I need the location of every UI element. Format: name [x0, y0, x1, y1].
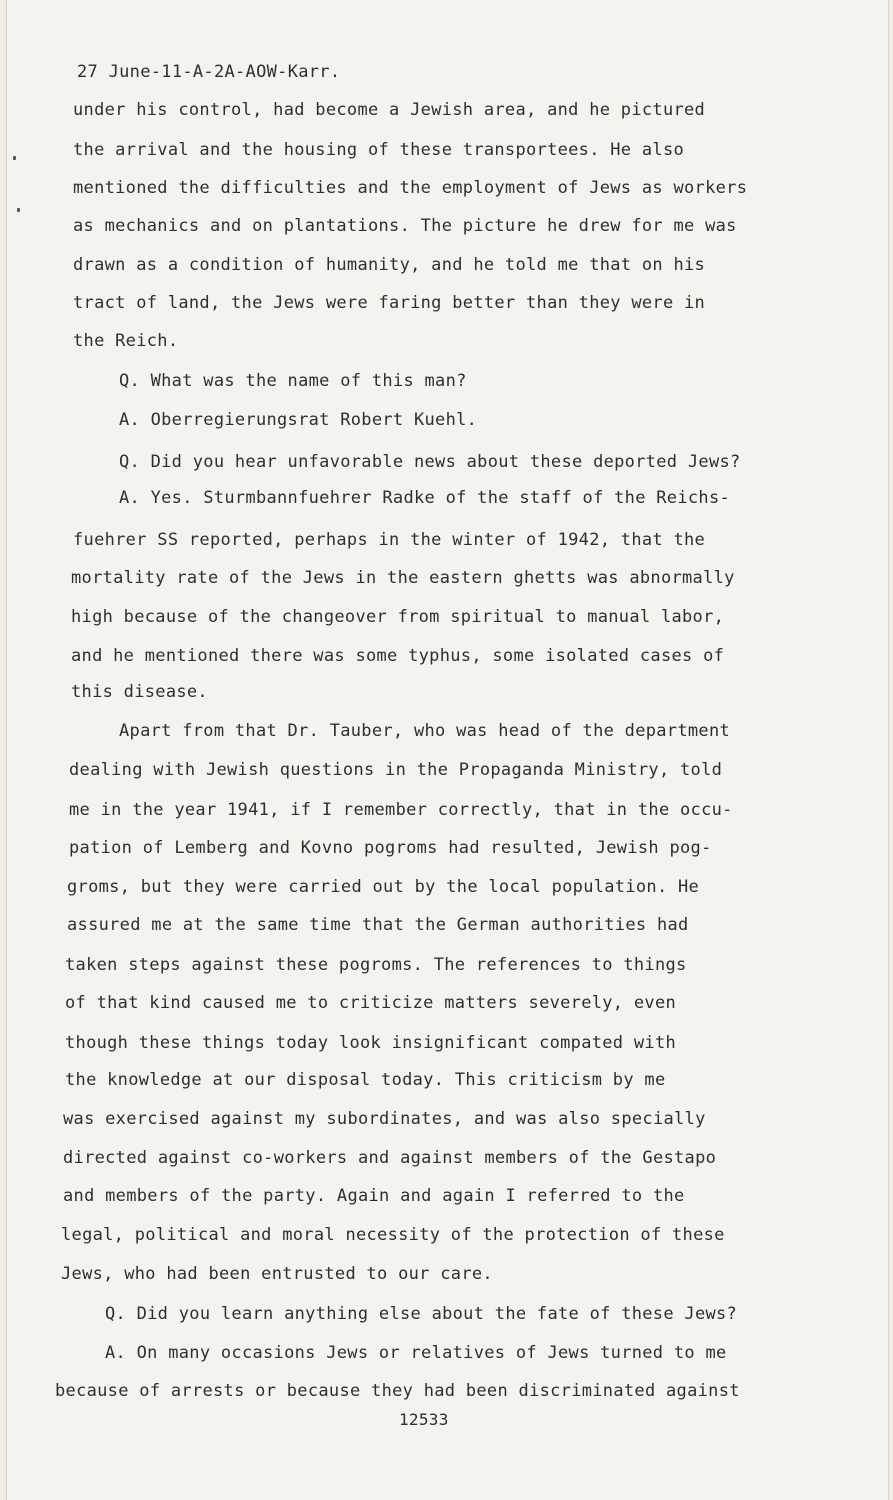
body-line: because of arrests or because they had been discriminated against [55, 1381, 740, 1401]
body-line: directed against co-workers and against members of the Gestapo [63, 1148, 717, 1168]
body-line: groms, but they were carried out by the local population. He [67, 877, 700, 897]
body-line: and members of the party. Again and again I referred to the [63, 1186, 685, 1206]
answer-line: A. On many occasions Jews or relatives of Jews turned to me [105, 1343, 727, 1363]
body-line: though these things today look insignificant compated with [65, 1033, 677, 1053]
body-line: and he mentioned there was some typhus, some isolated cases of [71, 646, 725, 666]
body-line: under his control, had become a Jewish area, and he pictured [73, 100, 706, 120]
body-line: drawn as a condition of humanity, and he told me that on his [73, 255, 706, 275]
body-line: tract of land, the Jews were faring better than they were in [73, 293, 706, 313]
question-line: Q. Did you learn anything else about the fate of these Jews? [105, 1304, 738, 1324]
body-line: mortality rate of the Jews in the eastern ghetts was abnormally [71, 568, 735, 588]
body-line: high because of the changeover from spiritual to manual labor, [71, 607, 725, 627]
body-line: pation of Lemberg and Kovno pogroms had resulted, Jewish pog- [69, 838, 712, 858]
body-line: the Reich. [73, 331, 179, 351]
document-header: 27 June-11-A-2A-AOW-Karr. [77, 62, 341, 82]
body-line: this disease. [71, 682, 208, 702]
body-line: Jews, who had been entrusted to our care. [61, 1264, 493, 1284]
body-line: legal, political and moral necessity of the protection of these [61, 1225, 725, 1245]
question-line: Q. What was the name of this man? [119, 371, 467, 391]
body-line: mentioned the difficulties and the employment of Jews as workers [73, 178, 748, 198]
body-line: as mechanics and on plantations. The picture he drew for me was [73, 216, 737, 236]
body-line: the arrival and the housing of these transportees. He also [73, 140, 685, 160]
document-page [6, 0, 889, 1500]
body-line: was exercised against my subordinates, and was also specially [63, 1109, 706, 1129]
body-line: me in the year 1941, if I remember correctly, that in the occu- [69, 800, 733, 820]
body-line: of that kind caused me to criticize matters severely, even [65, 993, 677, 1013]
page-number: 12533 [399, 1410, 449, 1429]
body-line: Apart from that Dr. Tauber, who was head of the department [119, 721, 731, 741]
margin-mark [17, 208, 20, 212]
answer-line: A. Yes. Sturmbannfuehrer Radke of the staff of the Reichs- [119, 488, 731, 508]
body-line: taken steps against these pogroms. The references to things [65, 955, 687, 975]
answer-line: A. Oberregierungsrat Robert Kuehl. [119, 410, 478, 430]
margin-mark [13, 156, 16, 160]
question-line: Q. Did you hear unfavorable news about these deported Jews? [119, 452, 741, 472]
body-line: the knowledge at our disposal today. This criticism by me [65, 1070, 666, 1090]
body-line: dealing with Jewish questions in the Propaganda Ministry, told [69, 760, 723, 780]
body-line: assured me at the same time that the German authorities had [67, 915, 689, 935]
body-line: fuehrer SS reported, perhaps in the winter of 1942, that the [73, 530, 706, 550]
